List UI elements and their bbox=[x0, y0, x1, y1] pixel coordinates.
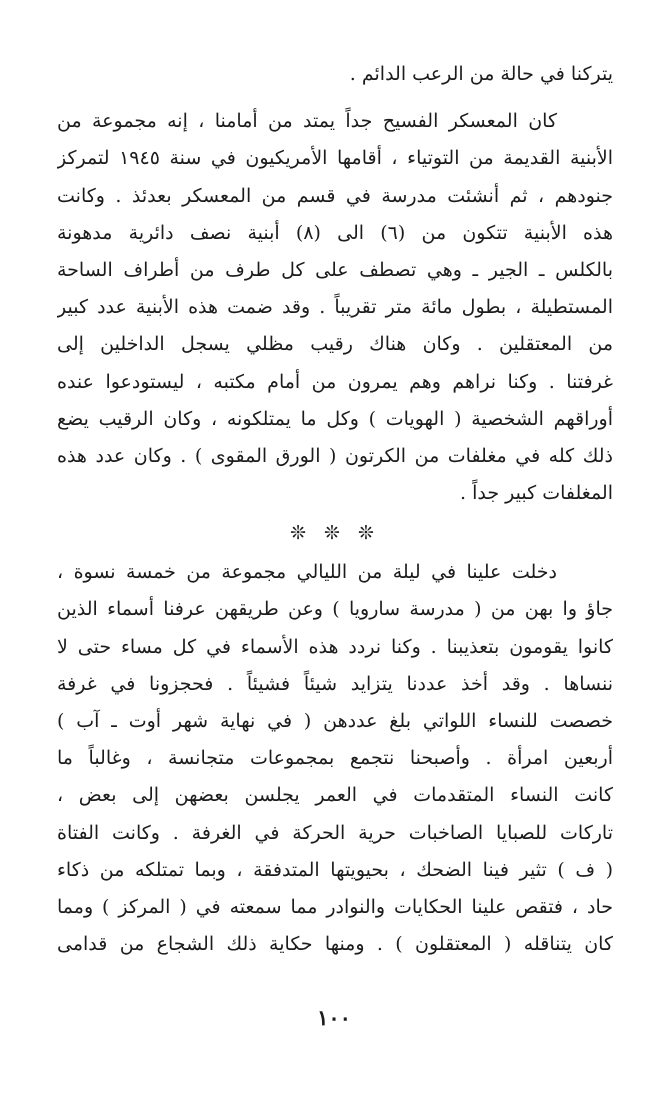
text-line: جنودهم ، ثم أنشئت مدرسة في قسم من المعسكر بعدئذ . وكانت bbox=[57, 184, 613, 207]
text-line: هذه الأبنية تتكون من (٦) الى (٨) أبنية نصف دائرية مدهونة bbox=[57, 221, 613, 244]
page-number: ١٠٠ bbox=[317, 1005, 351, 1030]
section-separator: ❊ ❊ ❊ bbox=[290, 522, 380, 545]
text-line: الأبنية القديمة من التوتياء ، أقامها الأمريكيون في سنة ١٩٤٥ لتمركز bbox=[57, 147, 613, 170]
text-line: المستطيلة ، بطول مائة متر تقريباً . وقد ضمت هذه الأبنية عدد كبير bbox=[57, 296, 613, 319]
text-line: ننساها . وقد أخذ عددنا يتزايد شيئاً فشيئاً . فحجزونا في غرفة bbox=[57, 672, 613, 695]
paragraph-gap bbox=[57, 93, 613, 103]
paragraph bbox=[57, 56, 613, 93]
text-line: كانت النساء المتقدمات في العمر يجلسن بعضهن إلى بعض ، bbox=[57, 784, 613, 807]
text-line: كان المعسكر الفسيح جداً يمتد من أمامنا ، إنه مجموعة من bbox=[57, 110, 557, 133]
paragraph bbox=[57, 103, 613, 512]
text-line: دخلت علينا في ليلة من الليالي مجموعة من خمسة نسوة ، bbox=[57, 561, 557, 584]
text-line: خصصت للنساء اللواتي بلغ عددهن ( في نهاية شهر أوت ـ آب ) bbox=[57, 710, 613, 732]
text-line: حاد ، فتقص علينا الحكايات والنوادر مما سمعته في ( المركز ) ومما bbox=[57, 895, 613, 918]
text-line: من المعتقلين . وكان هناك رقيب مظلي يسجل الداخلين إلى bbox=[57, 333, 613, 356]
text-line: أوراقهم الشخصية ( الهويات ) وكل ما يمتلكونه ، وكان الرقيب يضع bbox=[57, 407, 613, 430]
paragraph bbox=[57, 554, 613, 963]
text-line: يتركنا في حالة من الرعب الدائم . bbox=[349, 63, 613, 85]
page-body bbox=[57, 56, 613, 963]
text-line: بالكلس ـ الجير ـ وهي تصطف على كل طرف من أطراف الساحة bbox=[57, 258, 613, 281]
text-line: أربعين امرأة . وأصبحنا نتجمع بمجموعات متجانسة ، وغالباً ما bbox=[57, 747, 613, 770]
text-line: جاؤ وا بهن من ( مدرسة سارويا ) وعن طريقهن عرفنا أسماء الذين bbox=[57, 598, 613, 621]
text-line: كانوا يقومون بتعذيبنا . وكنا نردد هذه الأسماء في كل مساء حتى لا bbox=[57, 635, 613, 658]
text-line: تاركات للصبايا الصاخبات حرية الحركة في الغرفة . وكانت الفتاة bbox=[57, 821, 613, 844]
text-line: غرفتنا . وكنا نراهم وهم يمرون من أمام مكتبه ، ليستودعوا عنده bbox=[57, 370, 613, 393]
text-line: ( ف ) تثير فينا الضحك ، بحيويتها المتدفقة ، وبما تمتلكه من ذكاء bbox=[57, 858, 613, 881]
text-line: ذلك كله في مغلفات من الكرتون ( الورق المقوى ) . وكان عدد هذه bbox=[57, 444, 613, 467]
text-line: المغلفات كبير جداً . bbox=[460, 482, 613, 505]
text-line: كان يتناقله ( المعتقلون ) . ومنها حكاية ذلك الشجاع من قدامى bbox=[57, 933, 613, 956]
